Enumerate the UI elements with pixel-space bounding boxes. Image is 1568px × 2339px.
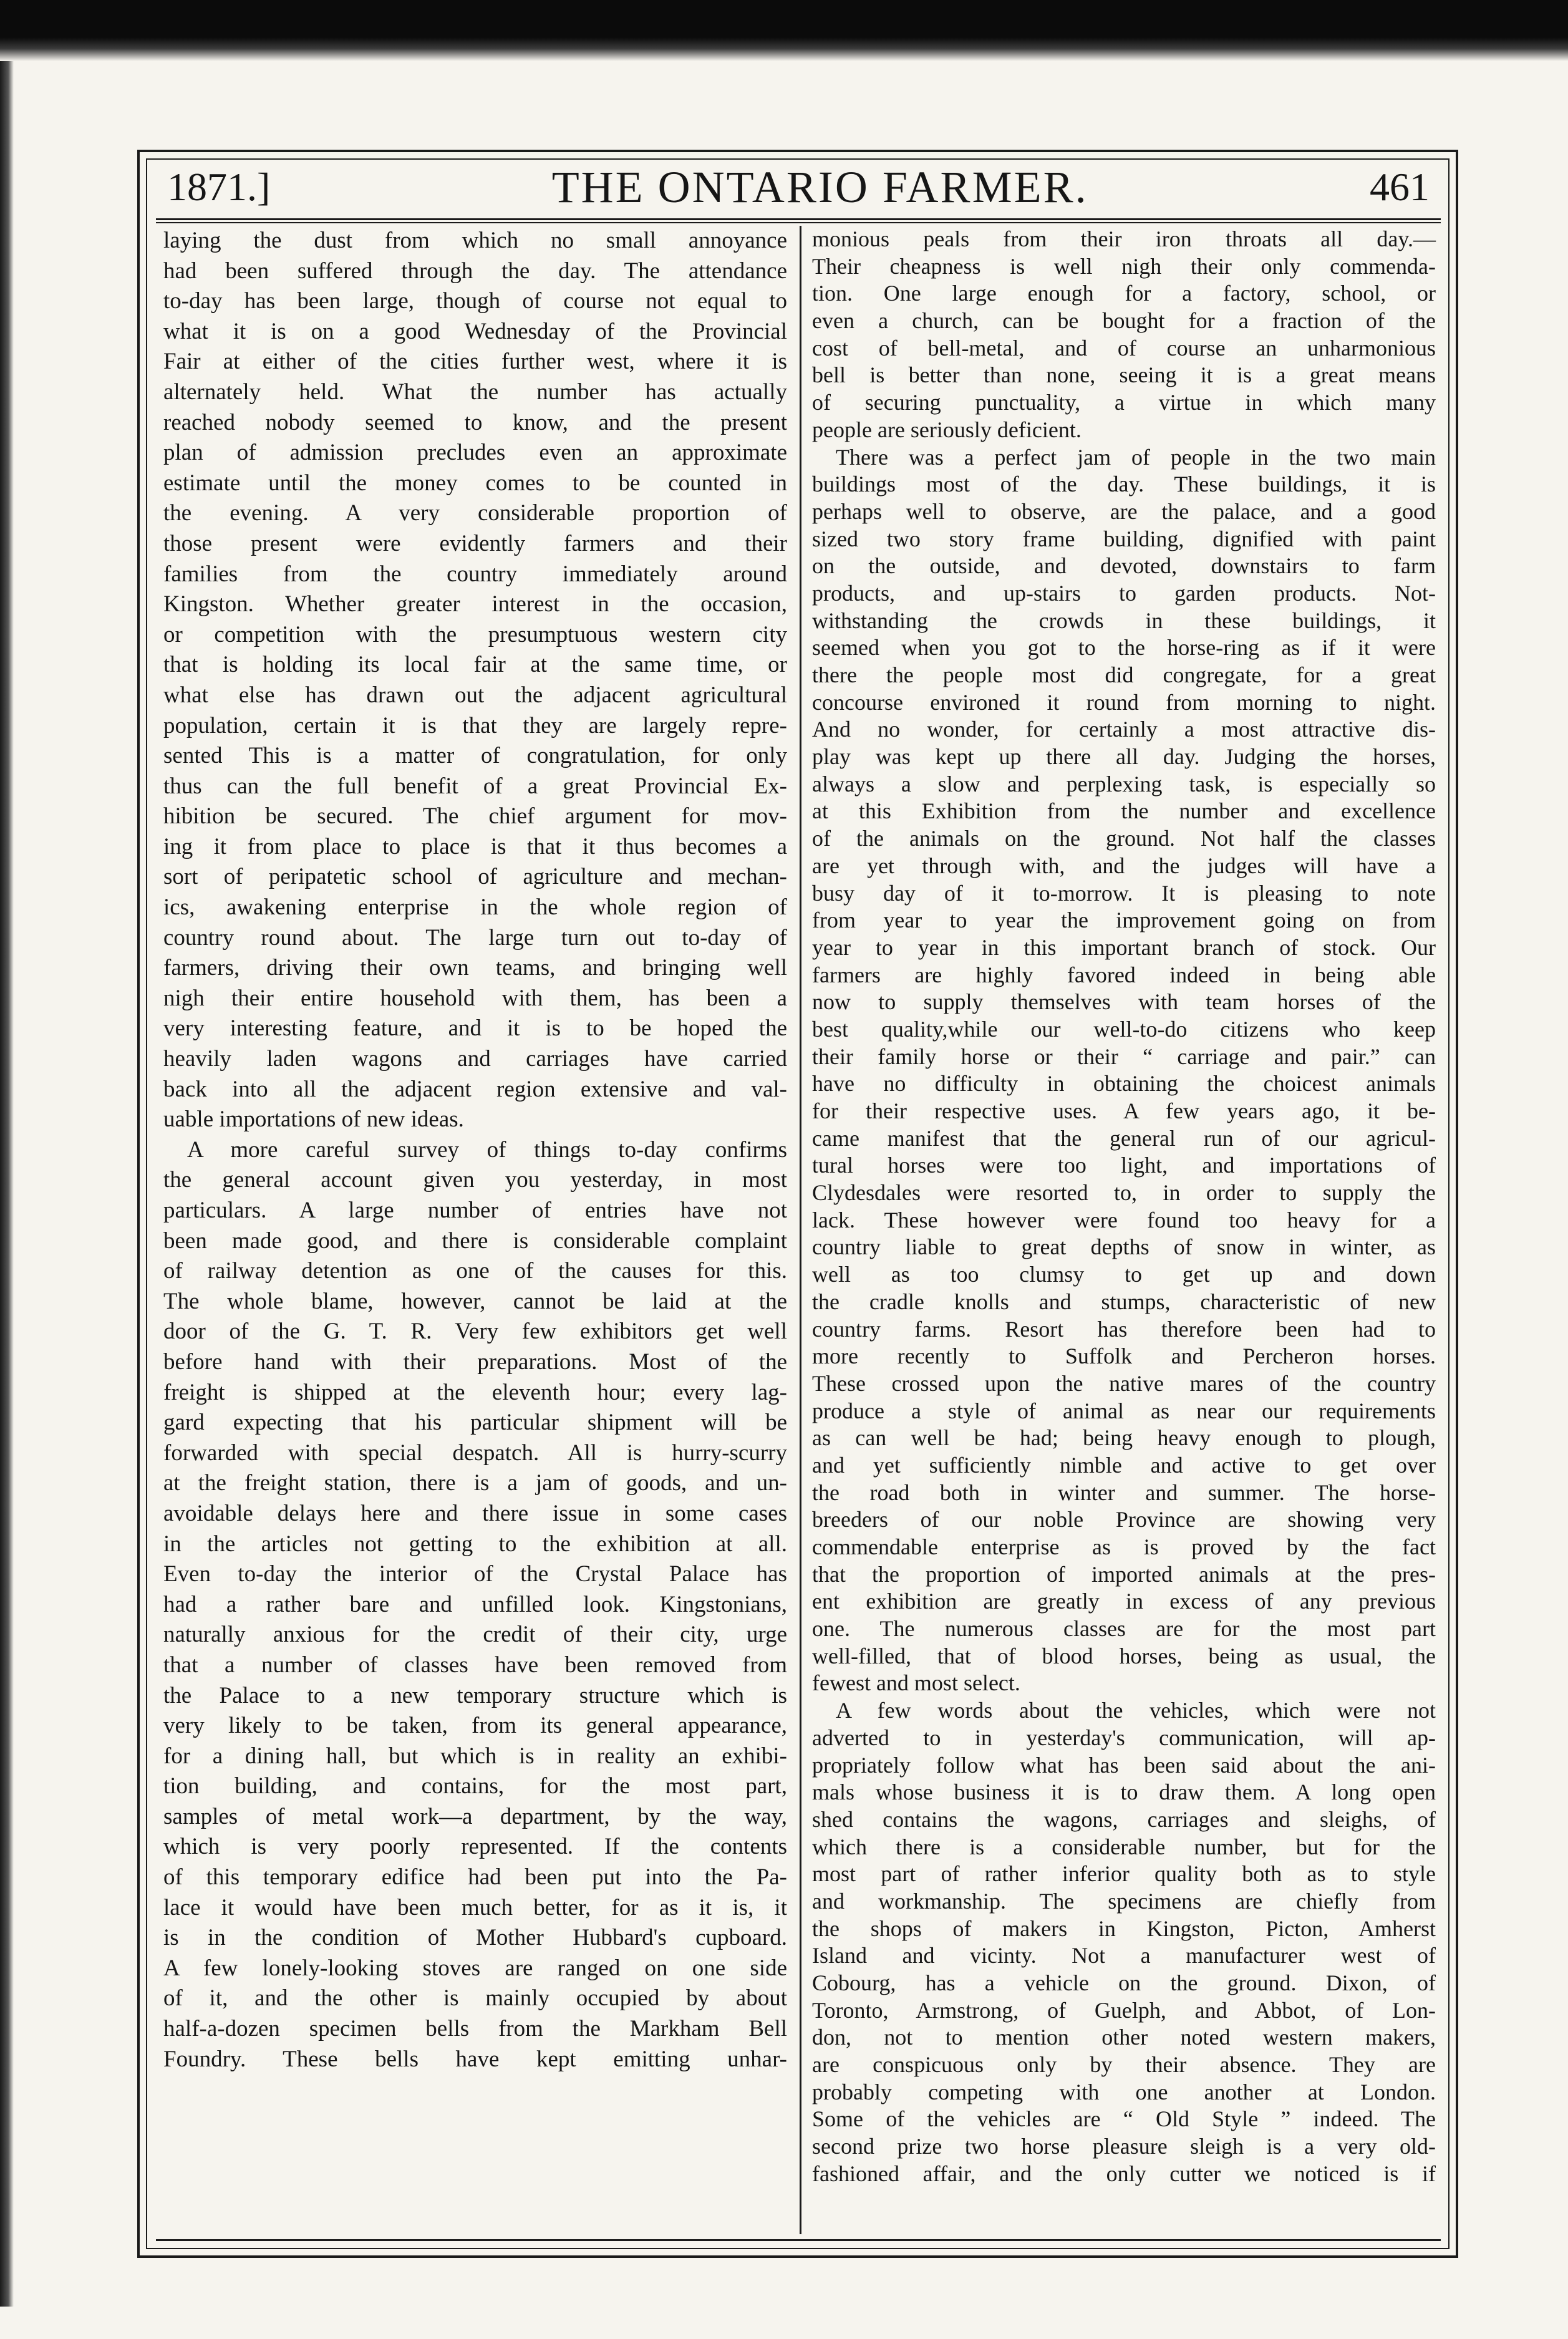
text-line: bell is better than none, seeing it is a great means	[812, 362, 1436, 388]
text-line: ing it from place to place is that it thus becomes a	[163, 833, 787, 860]
text-line: Kingston. Whether greater interest in the occasion,	[163, 591, 787, 617]
text-line: country liable to great depths of snow in winter, as	[812, 1234, 1436, 1260]
text-line: A few lonely-looking stoves are ranged on one side	[163, 1955, 787, 1981]
text-line: their family horse or their “ carriage and pair.” can	[812, 1044, 1436, 1069]
text-column-right	[812, 226, 1436, 2188]
scan-edge-left	[0, 61, 14, 2307]
text-line: at this Exhibition from the number and excellence	[812, 798, 1436, 824]
text-line: products, and up-stairs to garden products. Not-	[812, 580, 1436, 606]
text-line: of this temporary edifice had been put into the Pa-	[163, 1864, 787, 1891]
text-line: Clydesdales were resorted to, in order to supply the	[812, 1180, 1436, 1206]
text-line: had been suffered through the day. The attendance	[163, 258, 787, 284]
text-line: lace it would have been much better, for as it is, it	[163, 1894, 787, 1920]
text-line: well-filled, that of blood horses, being as usual, the	[812, 1643, 1436, 1668]
text-line: Cobourg, has a vehicle on the ground. Dixon, of	[812, 1970, 1436, 1995]
text-line: adverted to in yesterday's communication, will ap-	[812, 1725, 1436, 1750]
text-line: families from the country immediately around	[163, 561, 787, 587]
text-line: what else has drawn out the adjacent agricultural	[163, 682, 787, 708]
text-line: Their cheapness is well nigh their only commenda-	[812, 253, 1436, 279]
text-line: propriately follow what has been said about the ani-	[812, 1752, 1436, 1778]
text-line: for their respective uses. A few years ago, it be-	[812, 1098, 1436, 1123]
text-line: are conspicuous only by their absence. They are	[812, 2052, 1436, 2078]
text-line: reached nobody seemed to know, and the present	[163, 409, 787, 435]
text-line: withstanding the crowds in these buildings, it	[812, 608, 1436, 633]
text-line: most part of rather inferior quality both as to style	[812, 1861, 1436, 1887]
text-line: Fair at either of the cities further west, where it is	[163, 349, 787, 375]
text-line: more recently to Suffolk and Percheron horses.	[812, 1344, 1436, 1369]
text-line: And no wonder, for certainly a most attractive dis-	[812, 717, 1436, 742]
text-line: uable importations of new ideas.	[163, 1107, 464, 1133]
text-line: gard expecting that his particular shipment will be	[163, 1410, 787, 1436]
text-line: of securing punctuality, a virtue in which many	[812, 390, 1436, 415]
text-line: always a slow and perplexing task, is especially so	[812, 771, 1436, 797]
text-line: second prize two horse pleasure sleigh is a very old-	[812, 2134, 1436, 2159]
text-line: heavily laden wagons and carriages have carried	[163, 1046, 787, 1072]
text-line: shed contains the wagons, carriages and sleighs, of	[812, 1806, 1436, 1832]
text-line: laying the dust from which no small annoyance	[163, 228, 787, 253]
publication-title: THE ONTARIO FARMER.	[551, 162, 1088, 212]
page-number: 461	[1370, 165, 1430, 209]
text-line: had a rather bare and unfilled look. Kingstonians,	[163, 1591, 787, 1617]
text-line: which there is a considerable number, but for the	[812, 1834, 1436, 1859]
text-line: monious peals from their iron throats all day.—	[812, 226, 1436, 251]
text-line: and yet sufficiently nimble and active to get over	[812, 1452, 1436, 1478]
text-line: best quality,while our well-to-do citizens who keep	[812, 1016, 1436, 1042]
text-line: hibition be secured. The chief argument for mov-	[163, 803, 787, 830]
text-line: door of the G. T. R. Very few exhibitors get well	[163, 1319, 787, 1345]
text-line: freight is shipped at the eleventh hour; every lag-	[163, 1379, 787, 1405]
text-line: concourse environed it round from morning to night.	[812, 689, 1436, 715]
text-line: population, certain it is that they are largely repre-	[163, 712, 787, 739]
text-line: now to supply themselves with team horses of the	[812, 989, 1436, 1015]
text-line: is in the condition of Mother Hubbard's cupboard.	[163, 1925, 787, 1951]
text-line: been made good, and there is considerable complaint	[163, 1228, 787, 1254]
text-line: the shops of makers in Kingston, Picton, Amherst	[812, 1915, 1436, 1941]
text-line: of it, and the other is mainly occupied by about	[163, 1985, 787, 2012]
text-line: country round about. The large turn out to-day of	[163, 924, 787, 951]
text-line: These crossed upon the native mares of the country	[812, 1370, 1436, 1396]
text-line: have no difficulty in obtaining the choicest animals	[812, 1071, 1436, 1097]
footer-rule	[156, 2239, 1441, 2241]
text-line: produce a style of animal as near our requirements	[812, 1398, 1436, 1423]
text-line: forwarded with special despatch. All is hurry-scurry	[163, 1440, 787, 1466]
text-line: Even to-day the interior of the Crystal Palace has	[163, 1561, 787, 1587]
text-line: nigh their entire household with them, has been a	[163, 985, 787, 1011]
running-header	[156, 156, 1441, 220]
text-line: tion. One large enough for a factory, school, or	[812, 281, 1436, 306]
text-line: lack. These however were found too heavy for a	[812, 1207, 1436, 1232]
text-line: half-a-dozen specimen bells from the Markham Bell	[163, 2016, 787, 2042]
text-line: the general account given you yesterday, in most	[163, 1167, 787, 1193]
text-line: the road both in winter and summer. The horse-	[812, 1479, 1436, 1505]
text-line: very interesting feature, and it is to be hoped the	[163, 1015, 787, 1042]
text-line: came manifest that the general run of our agricul-	[812, 1125, 1436, 1151]
text-line: breeders of our noble Province are showing very	[812, 1507, 1436, 1533]
text-line: which is very poorly represented. If the contents	[163, 1834, 787, 1860]
text-line: play was kept up there all day. Judging the horses,	[812, 744, 1436, 770]
text-line: at the freight station, there is a jam of goods, and un-	[163, 1470, 787, 1496]
text-line: very likely to be taken, from its general appearance,	[163, 1713, 787, 1739]
text-line: that the proportion of imported animals at the pres-	[812, 1561, 1436, 1587]
text-line: there the people most did congregate, for a great	[812, 662, 1436, 687]
text-line: don, not to mention other noted western makers,	[812, 2025, 1436, 2050]
text-line: ics, awakening enterprise in the whole region of	[163, 894, 787, 921]
text-line: plan of admission precludes even an approximate	[163, 440, 787, 466]
text-line: those present were evidently farmers and their	[163, 530, 787, 556]
text-line: country farms. Resort has therefore been had to	[812, 1316, 1436, 1342]
text-line: before hand with their preparations. Most of the	[163, 1349, 787, 1375]
text-line: on the outside, and devoted, downstairs to farm	[812, 553, 1436, 579]
text-line: commendable enterprise as is proved by the fact	[812, 1534, 1436, 1559]
scan-edge-top	[0, 0, 1568, 61]
text-line: the evening. A very considerable proportion of	[163, 500, 787, 526]
text-line: of the animals on the ground. Not half the classes	[812, 826, 1436, 851]
text-line: naturally anxious for the credit of their city, urge	[163, 1622, 787, 1648]
text-line: or competition with the presumptuous western city	[163, 621, 787, 647]
text-line: estimate until the money comes to be counted in	[163, 470, 787, 496]
text-line: people are seriously deficient.	[812, 417, 1082, 442]
text-line: alternately held. What the number has actually	[163, 379, 787, 405]
text-line: samples of metal work—a department, by the way,	[163, 1803, 787, 1829]
text-line: tion building, and contains, for the most part,	[163, 1773, 787, 1799]
text-line: Foundry. These bells have kept emitting unhar-	[163, 2046, 787, 2072]
text-line: that a number of classes have been removed from	[163, 1652, 787, 1678]
text-line: year to year in this important branch of stock. Our	[812, 934, 1436, 960]
text-line: A few words about the vehicles, which were not	[836, 1698, 1436, 1723]
text-line: farmers, driving their own teams, and bringing well	[163, 955, 787, 981]
text-line: one. The numerous classes are for the most part	[812, 1616, 1436, 1642]
text-line: cost of bell-metal, and of course an unharmonious	[812, 335, 1436, 361]
text-line: seemed when you got to the horse-ring as if it were	[812, 635, 1436, 661]
text-line: even a church, can be bought for a fraction of the	[812, 308, 1436, 334]
text-line: Island and vicinty. Not a manufacturer west of	[812, 1943, 1436, 1969]
text-line: that is holding its local fair at the same time, or	[163, 652, 787, 678]
text-line: back into all the adjacent region extensive and val-	[163, 1076, 787, 1102]
text-line: what it is on a good Wednesday of the Provincial	[163, 318, 787, 344]
text-line: sized two story frame building, dignified with paint	[812, 526, 1436, 551]
text-line: mals whose business it is to draw them. A long open	[812, 1780, 1436, 1805]
text-line: for a dining hall, but which is in reality an exhibi-	[163, 1743, 787, 1769]
text-line: buildings most of the day. These buildings, it is	[812, 472, 1436, 497]
text-line: avoidable delays here and there issue in some cases	[163, 1500, 787, 1526]
text-line: to-day has been large, though of course not equal to	[163, 288, 787, 314]
text-line: fashioned affair, and the only cutter we noticed is if	[812, 2161, 1436, 2186]
text-line: particulars. A large number of entries have not	[163, 1198, 787, 1223]
text-line: farmers are highly favored indeed in being able	[812, 962, 1436, 987]
text-line: busy day of it to-morrow. It is pleasing to note	[812, 880, 1436, 906]
text-line: well as too clumsy to get up and down	[812, 1262, 1436, 1287]
column-divider	[800, 226, 801, 2234]
text-line: the Palace to a new temporary structure which is	[163, 1682, 787, 1708]
text-line: in the articles not getting to the exhibition at all.	[163, 1531, 787, 1557]
header-year: 1871.]	[167, 165, 271, 209]
text-line: fewest and most select.	[812, 1670, 1020, 1696]
text-line: the cradle knolls and stumps, characteristic of new	[812, 1289, 1436, 1314]
text-line: and workmanship. The specimens are chiefly from	[812, 1888, 1436, 1914]
text-line: thus can the full benefit of a great Provincial Ex-	[163, 773, 787, 799]
text-line: probably competing with one another at London.	[812, 2079, 1436, 2104]
text-line: perhaps well to observe, are the palace, and a good	[812, 498, 1436, 524]
text-line: Toronto, Armstrong, of Guelph, and Abbot, of Lon-	[812, 1997, 1436, 2023]
text-line: sort of peripatetic school of agriculture and mechan-	[163, 864, 787, 890]
text-line: of railway detention as one of the causes for this.	[163, 1258, 787, 1284]
text-line: The whole blame, however, cannot be laid at the	[163, 1288, 787, 1314]
text-line: There was a perfect jam of people in the two main	[836, 444, 1436, 470]
text-line: as can well be had; being heavy enough to plough,	[812, 1425, 1436, 1451]
text-line: ent exhibition are greatly in excess of any previous	[812, 1589, 1436, 1614]
header-rule	[156, 222, 1441, 223]
text-line: from year to year the improvement going on from	[812, 908, 1436, 933]
text-line: are yet through with, and the judges will have a	[812, 853, 1436, 878]
text-column-left	[163, 226, 787, 2075]
text-line: Some of the vehicles are “ Old Style ” indeed. The	[812, 2106, 1436, 2132]
text-line: tural horses were too light, and importations of	[812, 1153, 1436, 1178]
text-line: A more careful survey of things to-day confirms	[187, 1136, 787, 1163]
text-line: sented This is a matter of congratulation, for only	[163, 743, 787, 769]
